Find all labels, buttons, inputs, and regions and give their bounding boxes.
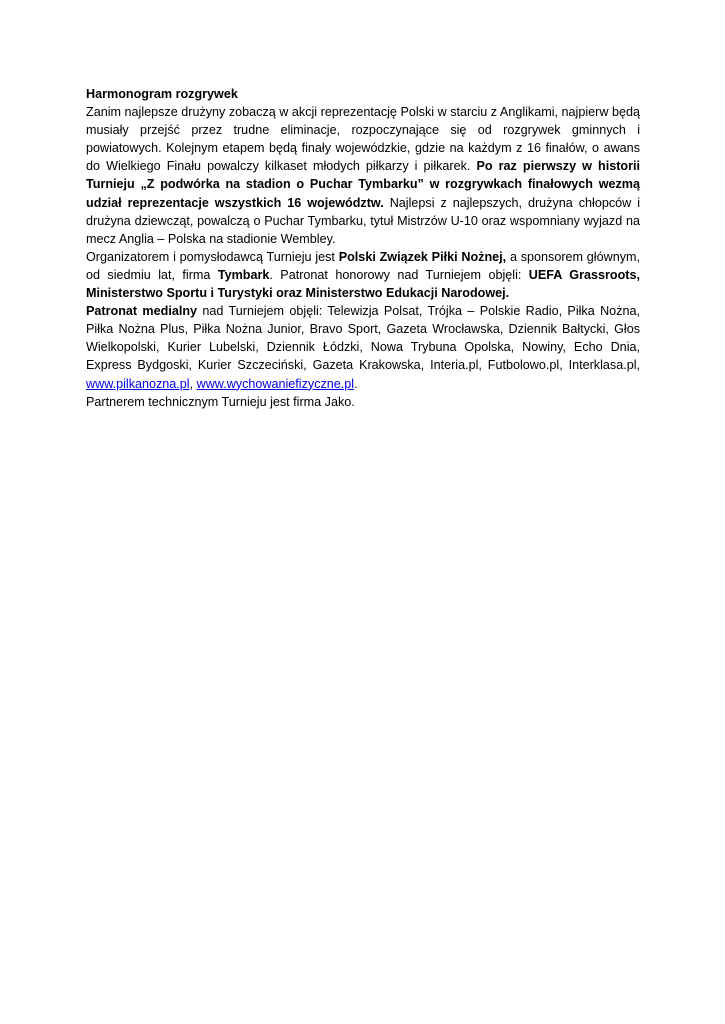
media-patrons-label: Patronat medialny bbox=[86, 304, 198, 319]
link-separator: , bbox=[189, 376, 197, 391]
link-pilkanozna[interactable]: www.pilkanozna.pl bbox=[86, 376, 190, 391]
organizers-text-2: a sponsorem głównym, od siedmiu lat, firma bbox=[86, 249, 640, 282]
paragraph-media-patrons bbox=[86, 302, 640, 392]
sponsor-name: Tymbark bbox=[217, 267, 270, 282]
organizers-text-3: . Patronat honorowy nad Turniejem objęli: bbox=[269, 267, 529, 282]
paragraph-schedule-outro: Najlepsi z najlepszych, drużyna chłopców i drużyna dziewcząt, powalczą o Puchar Tymbarku, tytuł Mistrzów U-10 oraz wspomniany wyjazd na mecz Anglia – Polska na stadionie Wembley. bbox=[86, 195, 640, 246]
organizers-text-1: Organizatorem i pomysłodawcą Turnieju jest bbox=[86, 249, 339, 264]
document-body bbox=[86, 85, 640, 411]
paragraph-schedule bbox=[86, 103, 640, 248]
paragraph-schedule-highlight: Po raz pierwszy w historii Turnieju „Z podwórka na stadion o Puchar Tymbarku” w rozgrywkach finałowych wezmą udział reprezentacje wszystkich 16 województw. bbox=[86, 159, 641, 210]
paragraph-schedule-intro: Zanim najlepsze drużyny zobaczą w akcji reprezentację Polski w starciu z Anglikami, najpierw będą musiały przejść przez trudne eliminacje, rozpoczynające się od rozgrywek gminnych i powiatowych. Kolejnym etapem będą finały wojewódzkie, gdzie na każdym z 16 finałów, o awans do Wielkiego Finału powalczy kilkaset młodych piłkarzy i piłkarek. bbox=[86, 105, 640, 174]
paragraph-organizers bbox=[86, 248, 640, 302]
honorary-patrons: UEFA Grassroots, Ministerstwo Sportu i Turystyki oraz Ministerstwo Edukacji Narodowej. bbox=[86, 267, 641, 301]
section-heading: Harmonogram rozgrywek bbox=[86, 87, 238, 101]
paragraph-technical-partner: Partnerem technicznym Turnieju jest firma Jako. bbox=[86, 394, 355, 409]
media-patrons-end: . bbox=[354, 376, 358, 391]
link-wychowaniefizyczne[interactable]: www.wychowaniefizyczne.pl bbox=[196, 376, 355, 391]
media-patrons-list: nad Turniejem objęli: Telewizja Polsat, Trójka – Polskie Radio, Piłka Nożna, Piłka Nożna Plus, Piłka Nożna Junior, Bravo Sport, Gazeta Wrocławska, Dziennik Bałtycki, Głos Wielkopolski, Kurier Lubelski, Dziennik Łódzki, Nowa Trybuna Opolska, Nowiny, Echo Dnia, Express Bydgoski, Kurier Szczeciński, Gazeta Krakowska, Interia.pl, Futbolowo.pl, Interklasa.pl, bbox=[86, 304, 640, 373]
organizer-name: Polski Związek Piłki Nożnej, bbox=[338, 249, 507, 264]
